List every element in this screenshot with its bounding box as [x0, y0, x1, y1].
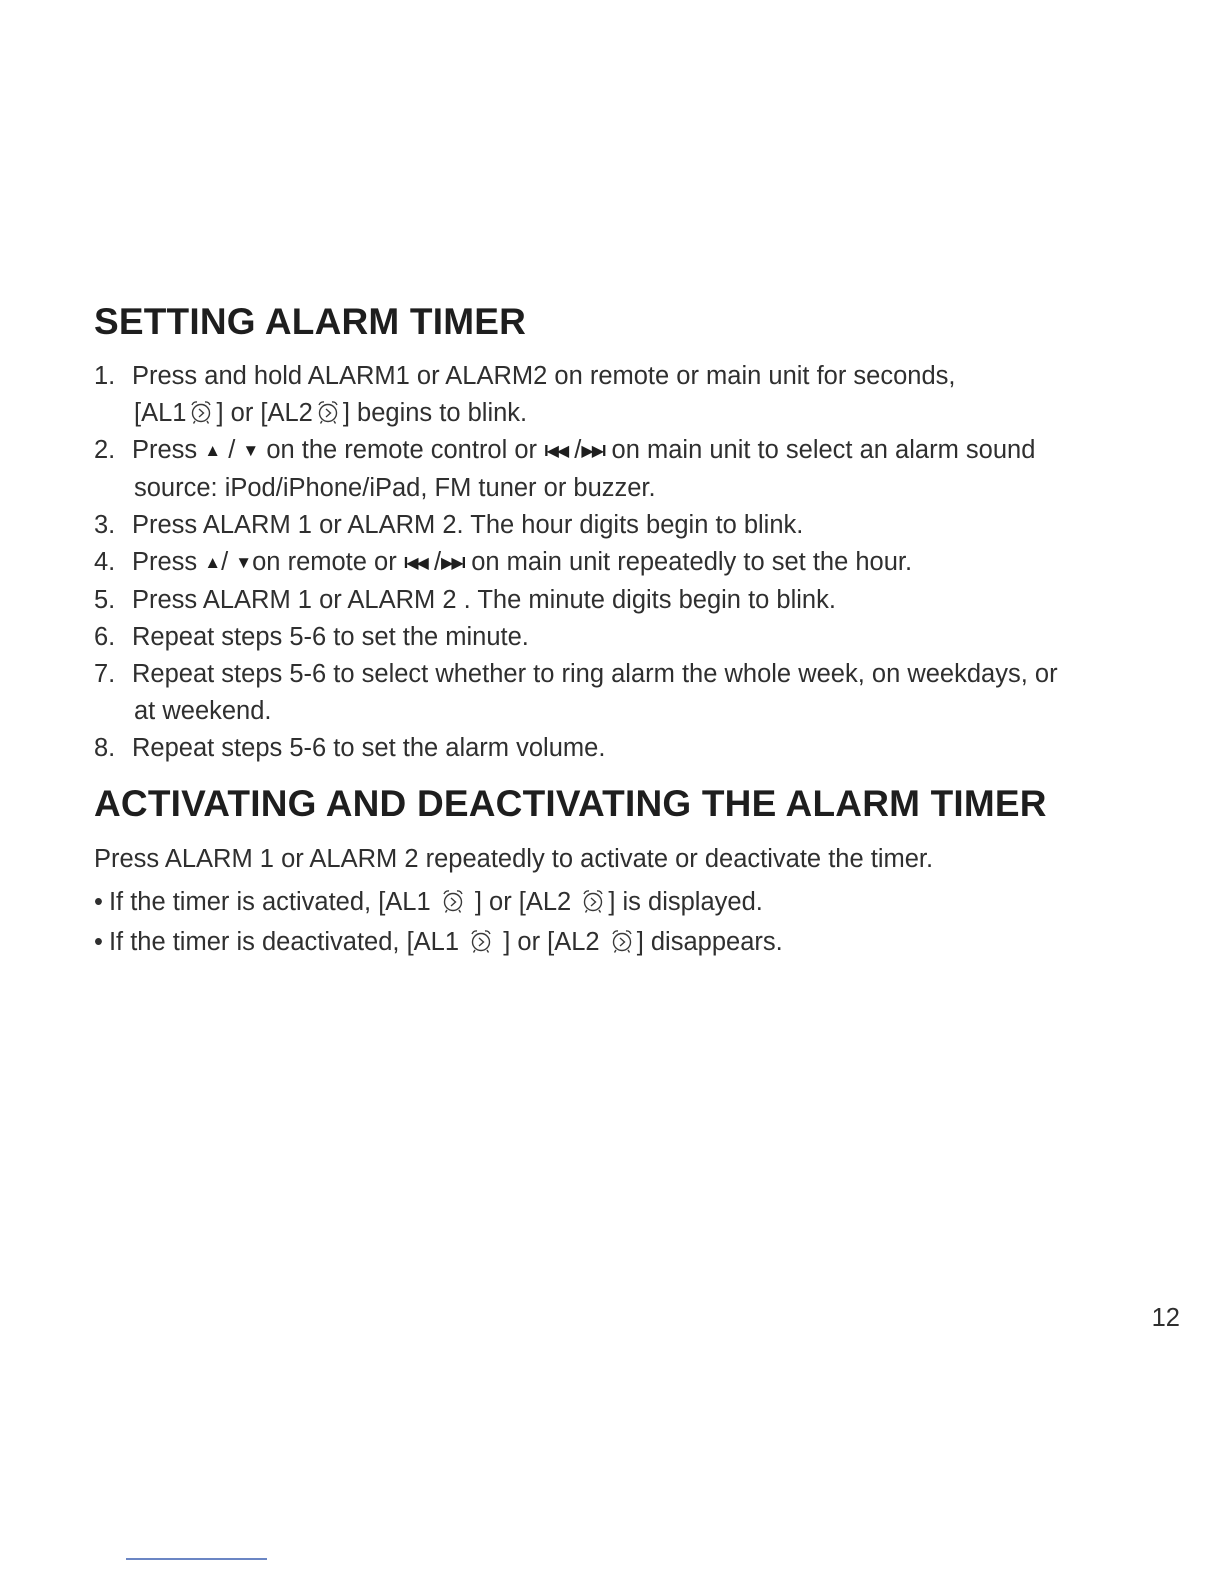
step-text	[132, 432, 1174, 470]
step-fragment: on remote or	[252, 548, 397, 576]
bullet-fragment: ] or [AL2	[503, 928, 600, 956]
bullet-fragment: If the timer is activated, [AL1	[108, 888, 431, 916]
activation-intro: Press ALARM 1 or ALARM 2 repeatedly to activate or deactivate the timer.	[94, 845, 934, 873]
step-1	[94, 358, 1174, 432]
alarm-clock-icon	[609, 928, 635, 954]
bullet-dot: •	[94, 888, 103, 916]
step-fragment: ] or [AL2	[216, 399, 313, 427]
step-number: 2.	[94, 436, 116, 464]
step-text-continued: source: iPod/iPhone/iPad, FM tuner or buzzer.	[134, 474, 656, 502]
step-fragment: on the remote control or	[266, 436, 538, 464]
alarm-clock-icon	[580, 888, 606, 914]
step-number: 7.	[94, 660, 116, 688]
step-fragment: [AL1	[134, 399, 187, 427]
bullet-item	[94, 922, 783, 962]
step-7	[94, 656, 1174, 730]
step-fragment: Press	[132, 548, 198, 576]
previous-track-icon: I◀◀	[544, 443, 568, 460]
step-text: Repeat steps 5-6 to set the minute.	[132, 623, 529, 651]
up-arrow-icon: ▲	[204, 441, 222, 460]
bullet-item	[94, 882, 783, 922]
setting-alarm-steps	[94, 358, 1174, 767]
next-track-icon: ▶▶I	[581, 443, 605, 460]
step-number: 4.	[94, 548, 116, 576]
step-2	[94, 432, 1174, 507]
footer-rule	[126, 1558, 267, 1560]
step-fragment: /	[574, 436, 582, 464]
alarm-clock-icon	[315, 399, 341, 425]
step-text: Repeat steps 5-6 to select whether to ring alarm the whole week, on weekdays, or	[132, 660, 1058, 688]
step-fragment: on main unit to select an alarm sound	[611, 436, 1036, 464]
step-number: 8.	[94, 734, 116, 762]
step-number: 6.	[94, 623, 116, 651]
bullet-fragment: ] or [AL2	[474, 888, 572, 916]
alarm-clock-icon	[440, 888, 466, 914]
step-3	[94, 507, 1174, 544]
step-5	[94, 582, 1174, 619]
step-6	[94, 619, 1174, 656]
bullet-dot: •	[94, 928, 103, 956]
step-text: Repeat steps 5-6 to set the alarm volume.	[132, 734, 606, 762]
step-text: Press and hold ALARM1 or ALARM2 on remote or main unit for seconds,	[132, 362, 956, 390]
step-number: 1.	[94, 362, 116, 390]
alarm-clock-icon	[468, 928, 494, 954]
step-text-continued: at weekend.	[134, 697, 272, 725]
step-8	[94, 730, 1174, 767]
step-fragment: /	[228, 436, 236, 464]
alarm-clock-icon	[188, 399, 214, 425]
down-arrow-icon: ▼	[235, 553, 253, 572]
step-text	[132, 544, 1174, 582]
up-arrow-icon: ▲	[204, 553, 222, 572]
bullet-fragment: If the timer is deactivated, [AL1	[108, 928, 460, 956]
step-text: Press ALARM 1 or ALARM 2. The hour digits begin to blink.	[132, 511, 804, 539]
section-title-setting-alarm: SETTING ALARM TIMER	[94, 301, 527, 342]
down-arrow-icon: ▼	[242, 441, 260, 460]
step-text: Press ALARM 1 or ALARM 2 . The minute digits begin to blink.	[132, 586, 836, 614]
step-fragment: Press	[132, 436, 198, 464]
step-fragment: /	[433, 548, 442, 576]
step-fragment: /	[221, 548, 229, 576]
section-title-activating-alarm: ACTIVATING AND DEACTIVATING THE ALARM TIMER	[94, 783, 1047, 824]
previous-track-icon: I◀◀	[403, 555, 427, 572]
activation-bullets	[94, 882, 783, 962]
page-number: 12	[1151, 1304, 1180, 1332]
step-number: 3.	[94, 511, 116, 539]
step-fragment: on main unit repeatedly to set the hour.	[471, 548, 913, 576]
step-number: 5.	[94, 586, 116, 614]
step-fragment: ] begins to blink.	[342, 399, 528, 427]
step-text-continued	[132, 395, 1174, 432]
step-4	[94, 544, 1174, 582]
bullet-fragment: ] disappears.	[636, 928, 783, 956]
bullet-fragment: ] is displayed.	[608, 888, 763, 916]
next-track-icon: ▶▶I	[441, 555, 465, 572]
